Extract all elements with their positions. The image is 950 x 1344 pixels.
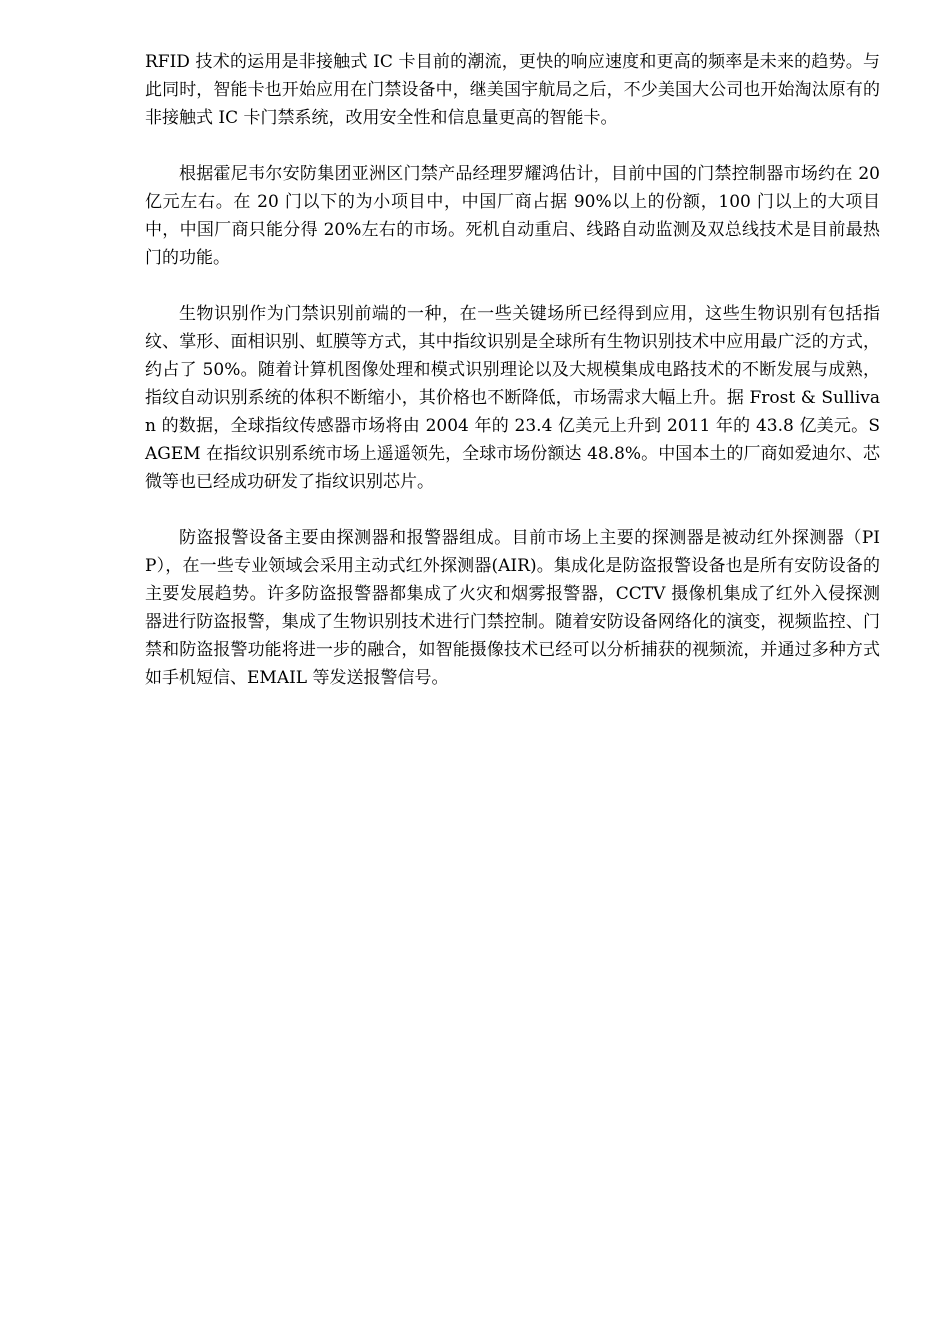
paragraph-burglar-alarm: 防盗报警设备主要由探测器和报警器组成。目前市场上主要的探测器是被动红外探测器（PIP），在一些专业领域会采用主动式红外探测器(AIR)。集成化是防盗报警设备也是所有安防设备的主要发展趋势。许多防盗报警器都集成了火灾和烟雾报警器，CCTV 摄像机集成了红外入侵探测器进行防盗报警，集成了生物识别技术进行门禁控制。随着安防设备网络化的演变，视频监控、门禁和防盗报警功能将进一步的融合，如智能摄像技术已经可以分析捕获的视频流，并通过多种方式如手机短信、EMAIL 等发送报警信号。: [145, 528, 880, 688]
document-page: [145, 48, 880, 720]
paragraph-biometrics: 生物识别作为门禁识别前端的一种，在一些关键场所已经得到应用，这些生物识别有包括指纹、掌形、面相识别、虹膜等方式，其中指纹识别是全球所有生物识别技术中应用最广泛的方式，约占了 50%。随着计算机图像处理和模式识别理论以及大规模集成电路技术的不断发展与成熟，指纹自动识别系统的体积不断缩小，其价格也不断降低，市场需求大幅上升。据 Frost & Sullivan 的数据，全球指纹传感器市场将由 2004 年的 23.4 亿美元上升到 2011 年的 43.8 亿美元。SAGEM 在指纹识别系统市场上遥遥领先，全球市场份额达 48.8%。中国本土的厂商如爱迪尔、芯微等也已经成功研发了指纹识别芯片。: [145, 304, 880, 492]
paragraph-rfid: RFID 技术的运用是非接触式 IC 卡目前的潮流，更快的响应速度和更高的频率是未来的趋势。与此同时，智能卡也开始应用在门禁设备中，继美国宇航局之后，不少美国大公司也开始淘汰原有的非接触式 IC 卡门禁系统，改用安全性和信息量更高的智能卡。: [145, 52, 880, 128]
paragraph-access-control-market: 根据霍尼韦尔安防集团亚洲区门禁产品经理罗耀鸿估计，目前中国的门禁控制器市场约在 20 亿元左右。在 20 门以下的为小项目中，中国厂商占据 90%以上的份额，100 门以上的大项目中，中国厂商只能分得 20%左右的市场。死机自动重启、线路自动监测及双总线技术是目前最热门的功能。: [145, 164, 880, 268]
